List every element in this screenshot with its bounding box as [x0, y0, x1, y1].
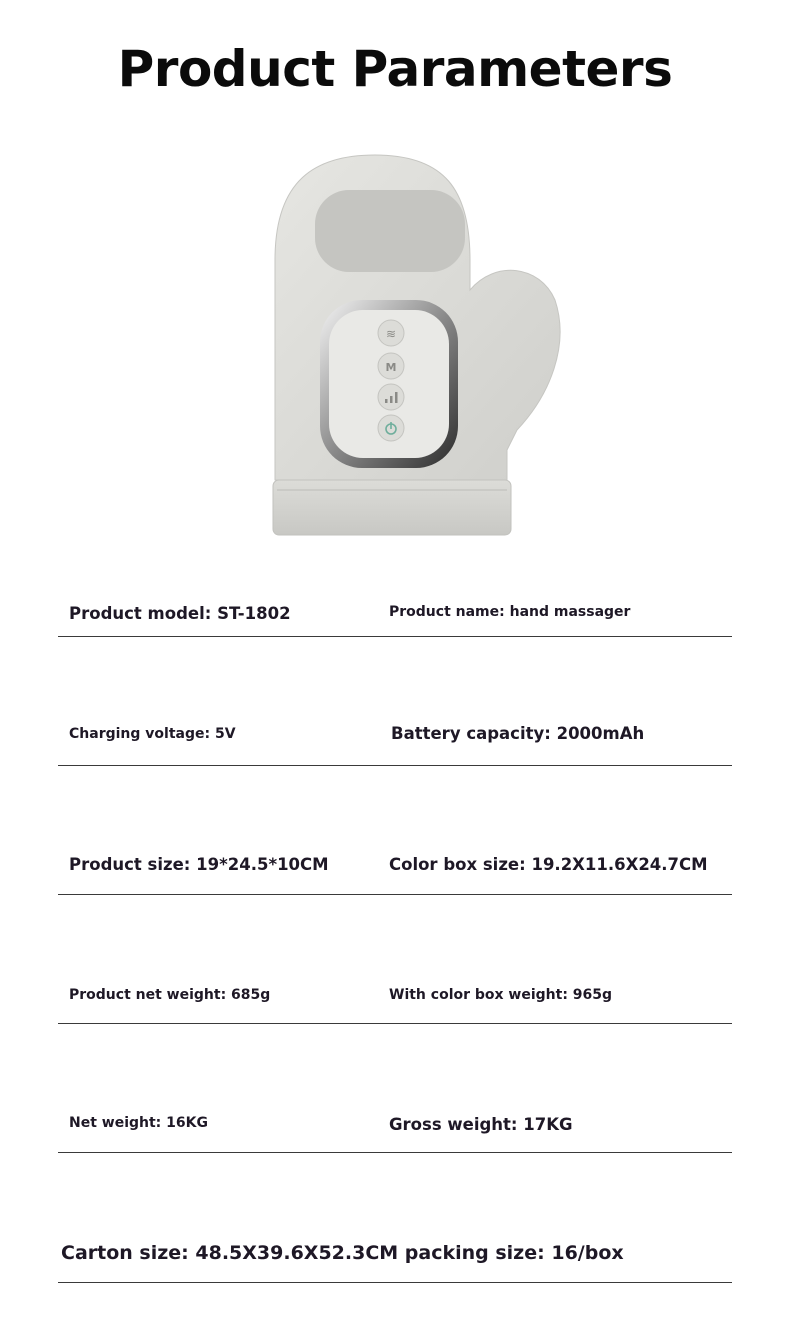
spec-battery-capacity: Battery capacity: 2000mAh	[391, 724, 645, 743]
spec-carton-net-weight: Net weight: 16KG	[69, 1115, 208, 1131]
divider	[58, 1152, 732, 1153]
spec-net-weight: Product net weight: 685g	[69, 987, 271, 1003]
divider	[58, 1023, 732, 1024]
glove-cuff	[273, 480, 511, 535]
spec-product-name: Product name: hand massager	[389, 604, 631, 620]
spec-gross-weight: Gross weight: 17KG	[389, 1115, 573, 1134]
svg-text:≋: ≋	[385, 327, 397, 341]
spec-product-model: Product model: ST-1802	[69, 604, 291, 623]
hand-massager-image	[255, 150, 575, 540]
page-title: Product Parameters	[117, 40, 673, 98]
spec-charging-voltage: Charging voltage: 5V	[69, 726, 236, 742]
divider	[58, 765, 732, 766]
heating-pad	[315, 190, 465, 272]
spec-color-box-weight: With color box weight: 965g	[389, 987, 613, 1003]
divider	[58, 636, 732, 637]
divider	[58, 894, 732, 895]
divider	[58, 1282, 732, 1283]
spec-color-box-size: Color box size: 19.2X11.6X24.7CM	[389, 855, 708, 874]
spec-carton-size: Carton size: 48.5X39.6X52.3CM packing size: 16/box	[61, 1242, 624, 1264]
svg-text:M: M	[385, 361, 397, 374]
spec-product-size: Product size: 19*24.5*10CM	[69, 855, 329, 874]
